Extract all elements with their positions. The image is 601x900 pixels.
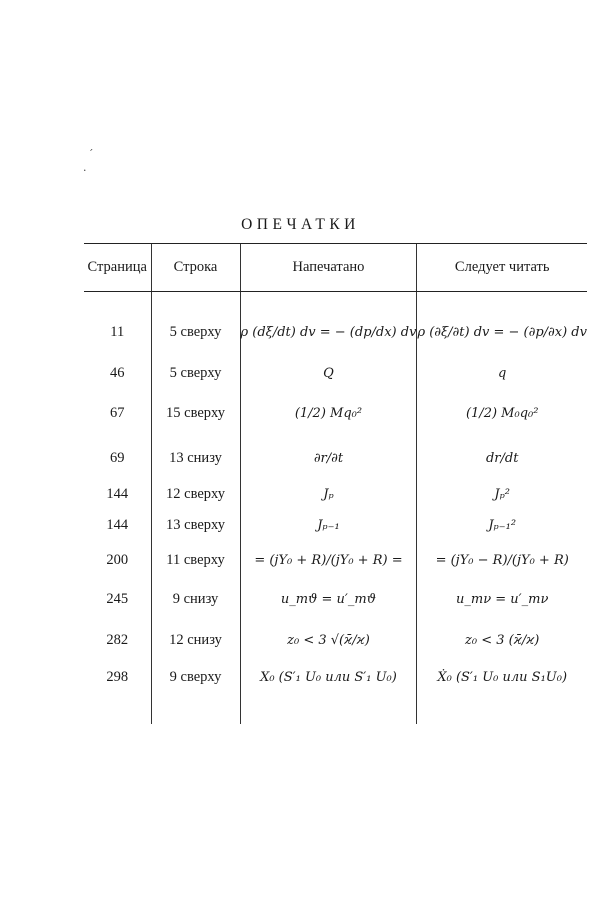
column-header-printed: Напечатано bbox=[240, 244, 417, 292]
table-row bbox=[84, 540, 587, 580]
cell-printed: u_mϑ = u′_mϑ bbox=[240, 580, 417, 618]
cell-line: 9 снизу bbox=[151, 580, 240, 618]
cell-line: 9 сверху bbox=[151, 662, 240, 692]
cell-correct: z₀ < 3 (ϰ̄/ϰ) bbox=[417, 618, 587, 662]
cell-correct: dr/dt bbox=[417, 438, 587, 478]
page-title: ОПЕЧАТКИ bbox=[241, 216, 360, 233]
table-row bbox=[84, 306, 587, 358]
cell-page: 200 bbox=[106, 551, 129, 568]
table-row bbox=[84, 618, 587, 662]
cell-correct: ρ (∂ξ/∂t) dv = − (∂p/∂x) dv bbox=[417, 306, 587, 358]
cell-printed: Jₚ bbox=[240, 478, 417, 510]
cell-correct: u_mν = u′_mν bbox=[417, 580, 587, 618]
table-row bbox=[84, 358, 587, 388]
cell-correct: Jₚ₋₁² bbox=[417, 510, 587, 540]
cell-printed: = (jY₀ + R)/(jY₀ + R) = bbox=[240, 540, 417, 580]
cell-line: 13 снизу bbox=[151, 438, 240, 478]
cell-printed: (1/2) Mq₀² bbox=[240, 388, 417, 438]
cell-correct: Jₚ² bbox=[417, 478, 587, 510]
table-row bbox=[84, 478, 587, 510]
cell-page: 282 bbox=[106, 631, 129, 648]
cell-printed: Jₚ₋₁ bbox=[240, 510, 417, 540]
cell-correct: Ẋ₀ (S′₁ U₀ или S₁U₀) bbox=[417, 662, 587, 692]
scan-mark: ˊ bbox=[88, 148, 94, 161]
cell-page: 298 bbox=[106, 668, 129, 685]
table-row bbox=[84, 438, 587, 478]
cell-printed: ∂r/∂t bbox=[240, 438, 417, 478]
cell-printed: ρ (dξ/dt) dv = − (dp/dx) dv bbox=[240, 306, 417, 358]
cell-page: 46 bbox=[110, 364, 125, 381]
table-row bbox=[84, 388, 587, 438]
column-header-correct: Следует читать bbox=[417, 244, 587, 292]
cell-page: 144 bbox=[106, 516, 129, 533]
cell-page: 144 bbox=[106, 485, 129, 502]
cell-page: 245 bbox=[106, 590, 129, 607]
cell-line: 15 сверху bbox=[151, 388, 240, 438]
errata-table bbox=[84, 243, 587, 724]
table-row bbox=[84, 510, 587, 540]
cell-correct: (1/2) M₀q₀² bbox=[417, 388, 587, 438]
cell-line: 5 сверху bbox=[151, 306, 240, 358]
cell-printed: X₀ (S′₁ U₀ или S′₁ U₀) bbox=[240, 662, 417, 692]
cell-printed: Q bbox=[240, 358, 417, 388]
cell-page: 69 bbox=[110, 449, 125, 466]
column-header-line: Строка bbox=[151, 244, 240, 292]
scan-mark: · bbox=[83, 164, 87, 177]
table-row bbox=[84, 580, 587, 618]
cell-printed: z₀ < 3 √(ϰ̄/ϰ) bbox=[240, 618, 417, 662]
table-header-row bbox=[84, 244, 587, 292]
cell-correct: = (jY₀ − R)/(jY₀ + R) bbox=[417, 540, 587, 580]
cell-page: 67 bbox=[110, 404, 125, 421]
cell-line: 12 снизу bbox=[151, 618, 240, 662]
table-row bbox=[84, 662, 587, 692]
cell-page: 11 bbox=[110, 323, 125, 340]
cell-line: 13 сверху bbox=[151, 510, 240, 540]
cell-line: 5 сверху bbox=[151, 358, 240, 388]
cell-correct: q bbox=[417, 358, 587, 388]
column-header-page: Страница bbox=[84, 244, 151, 292]
cell-line: 11 сверху bbox=[151, 540, 240, 580]
cell-line: 12 сверху bbox=[151, 478, 240, 510]
